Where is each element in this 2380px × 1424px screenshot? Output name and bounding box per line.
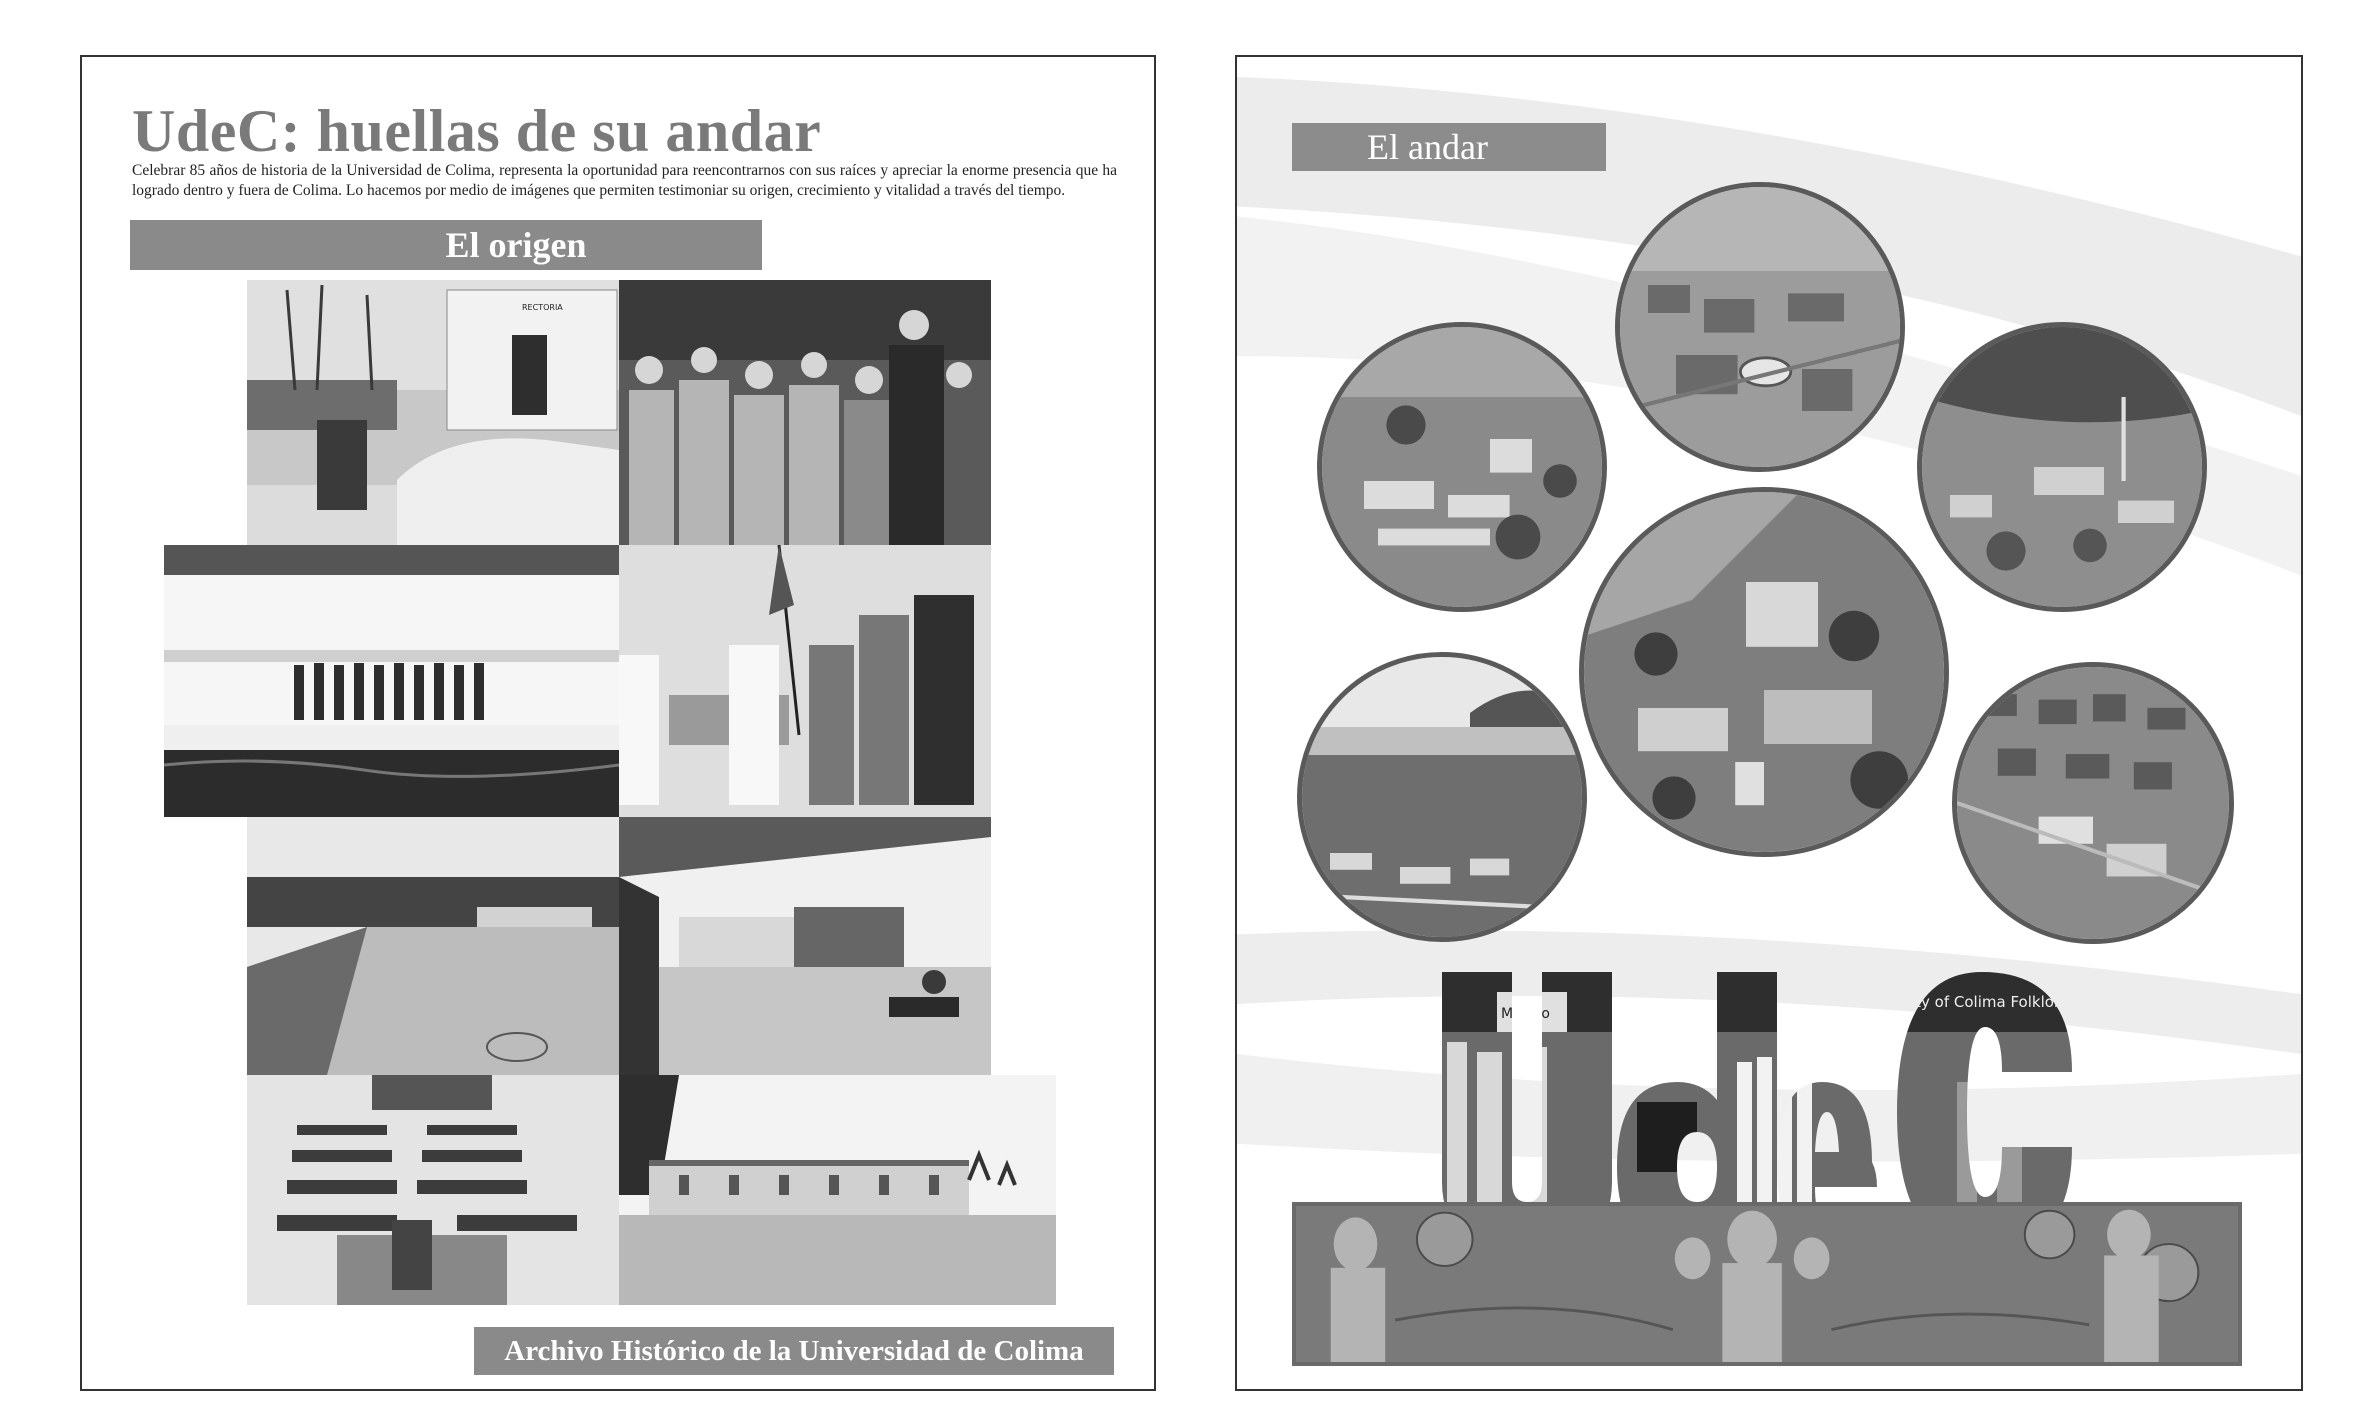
photo-crowd-men-suits — [619, 280, 991, 545]
aerial-circle-campus-1 — [1317, 322, 1607, 612]
photo-archive-hallway — [619, 817, 991, 1075]
left-page — [80, 55, 1156, 1391]
page-title: UdeC: huellas de su andar — [132, 98, 822, 164]
photo-rectoria-building — [247, 280, 619, 545]
photo-flag-ceremony — [619, 545, 991, 817]
photo-empty-pool — [247, 817, 619, 1075]
right-page — [1235, 55, 2303, 1391]
aerial-circle-city-stadium — [1615, 182, 1905, 472]
intro-paragraph: Celebrar 85 años de historia de la Universidad de Colima, representa la oportunidad para reencontrarnos con sus raíces y apreciar la enorme presencia que ha logrado dentro y fuera de Colima. Lo hacemos por medio de imágenes que permiten testimoniar su origen, crecimiento y vitalidad a través del tiempo. — [132, 162, 1117, 199]
section-title-andar: El andar — [1292, 123, 1606, 171]
photo-classroom-desks — [247, 1075, 619, 1305]
aerial-circle-neighborhood — [1952, 662, 2234, 944]
aerial-circle-rectoria-campus — [1579, 487, 1949, 857]
photo-swimmers-pool — [164, 545, 619, 817]
photo-colonial-building — [619, 1075, 1056, 1305]
section-title-origen: El origen — [130, 220, 762, 270]
sign-rectoria: RECTORIA — [522, 303, 563, 312]
aerial-circle-coast — [1297, 652, 1587, 942]
mural-relief-photo — [1292, 1202, 2242, 1366]
aerial-circle-factory — [1917, 322, 2207, 612]
credit-archivo-historico: Archivo Histórico de la Universidad de Colima — [474, 1327, 1114, 1375]
